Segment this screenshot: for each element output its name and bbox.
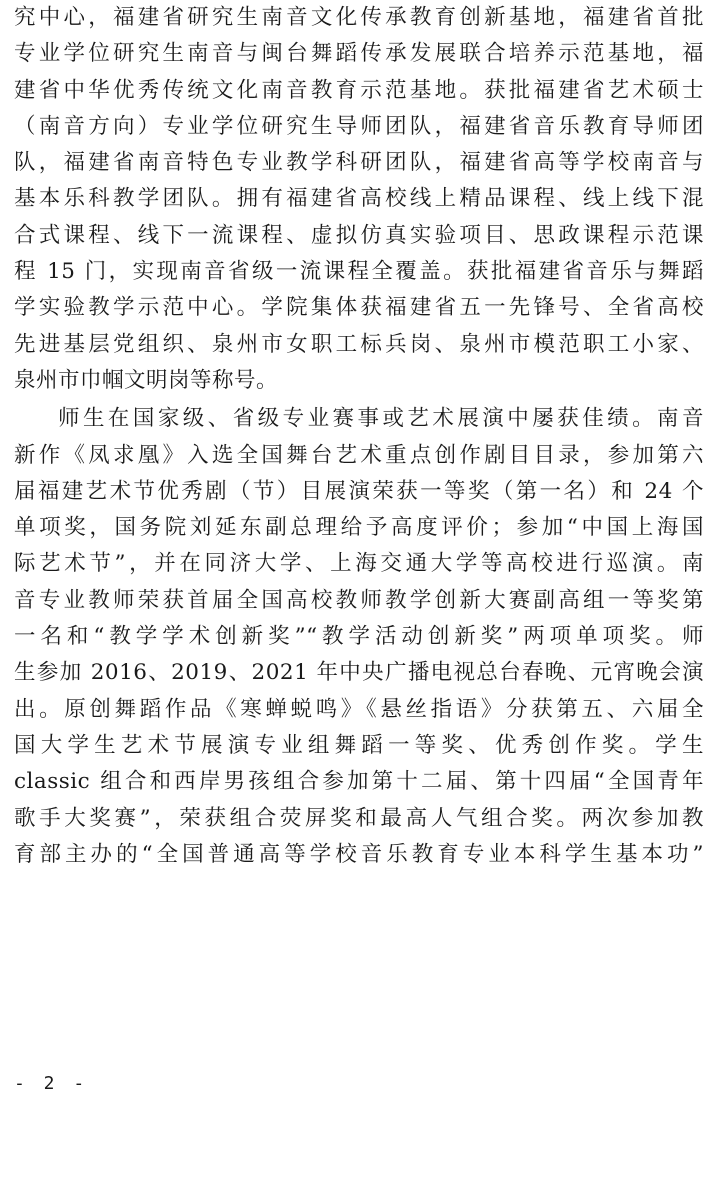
text-line: 一名和“教学学术创新奖”“教学活动创新奖”两项单项奖。师 bbox=[14, 624, 704, 650]
text-line: 先进基层党组织、泉州市女职工标兵岗、泉州市模范职工小家、 bbox=[14, 331, 704, 357]
text-line: 建省中华优秀传统文化南音教育示范基地。获批福建省艺术硕士 bbox=[14, 77, 704, 103]
text-line: 国大学生艺术节展演专业组舞蹈一等奖、优秀创作奖。学生 bbox=[14, 732, 704, 758]
paragraph-2 bbox=[14, 401, 704, 873]
text-line: 究中心，福建省研究生南音文化传承教育创新基地，福建省首批 bbox=[14, 5, 704, 30]
text-line: 育部主办的“全国普通高等学校音乐教育专业本科学生基本功” bbox=[14, 841, 704, 867]
text-line: 际艺术节”，并在同济大学、上海交通大学等高校进行巡演。南 bbox=[14, 551, 704, 577]
text-line: 新作《凤求凰》入选全国舞台艺术重点创作剧目目录，参加第六 bbox=[14, 442, 704, 468]
text-line: 出。原创舞蹈作品《寒蝉蜕鸣》《悬丝指语》分获第五、六届全 bbox=[14, 696, 704, 722]
paragraph-1 bbox=[14, 0, 704, 399]
document-page bbox=[14, 0, 704, 873]
text-line: 队，福建省南音特色专业教学科研团队，福建省高等学校南音与 bbox=[14, 150, 704, 176]
text-line: 学实验教学示范中心。学院集体获福建省五一先锋号、全省高校 bbox=[14, 295, 704, 321]
text-line: 音专业教师荣获首届全国高校教师教学创新大赛副高组一等奖第 bbox=[14, 587, 704, 613]
text-line: 程 15 门，实现南音省级一流课程全覆盖。获批福建省音乐与舞蹈 bbox=[14, 259, 704, 285]
text-line: 歌手大奖赛”，荣获组合荧屏奖和最高人气组合奖。两次参加教 bbox=[14, 805, 704, 831]
text-line: 师生在国家级、省级专业赛事或艺术展演中屡获佳绩。南音 bbox=[58, 406, 704, 432]
text-line: 合式课程、线下一流课程、虚拟仿真实验项目、思政课程示范课 bbox=[14, 222, 704, 248]
text-line: 单项奖，国务院刘延东副总理给予高度评价；参加“中国上海国 bbox=[14, 515, 704, 541]
text-line: （南音方向）专业学位研究生导师团队，福建省音乐教育导师团 bbox=[14, 113, 704, 139]
text-line: 生参加 2016、2019、2021 年中央广播电视总台春晚、元宵晚会演 bbox=[14, 660, 704, 686]
page-number: - 2 - bbox=[14, 1073, 89, 1094]
text-line: 专业学位研究生南音与闽台舞蹈传承发展联合培养示范基地，福 bbox=[14, 41, 704, 67]
text-line: 届福建艺术节优秀剧（节）目展演荣获一等奖（第一名）和 24 个 bbox=[14, 478, 704, 504]
text-line: 基本乐科教学团队。拥有福建省高校线上精品课程、线上线下混 bbox=[14, 186, 704, 212]
text-line: 泉州市巾帼文明岗等称号。 bbox=[14, 367, 279, 393]
text-line: classic 组合和西岸男孩组合参加第十二届、第十四届“全国青年 bbox=[14, 769, 704, 795]
